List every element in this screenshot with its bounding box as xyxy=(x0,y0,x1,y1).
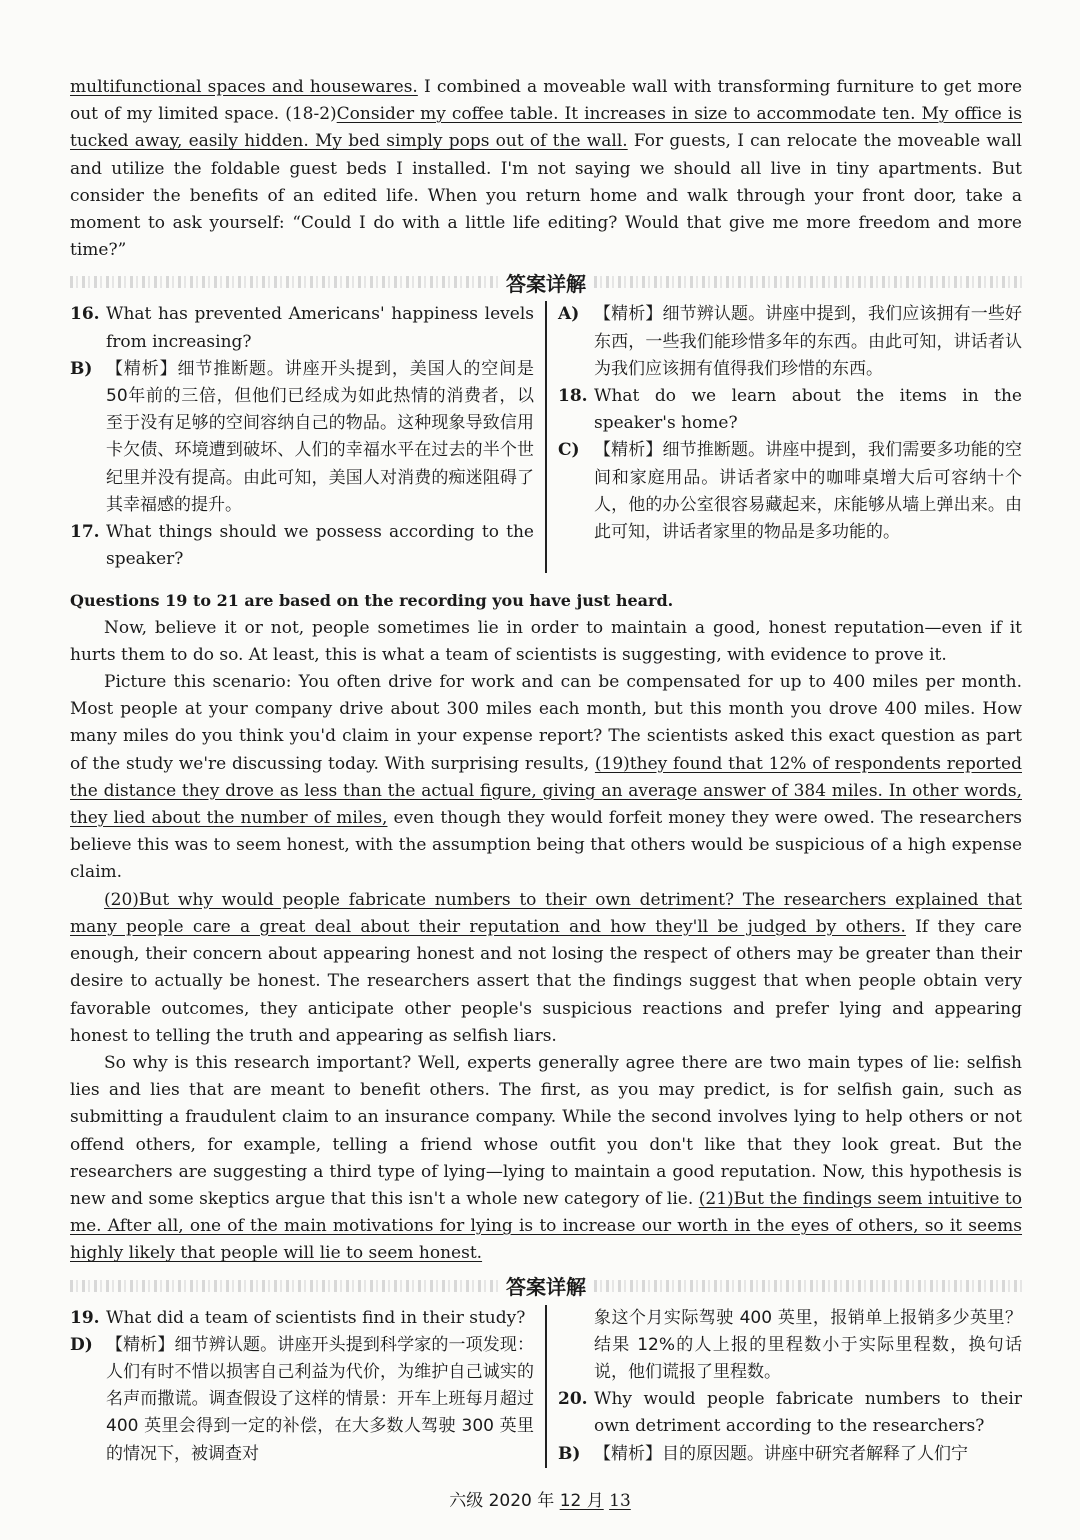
divider-noise-right xyxy=(594,276,1022,288)
text-span: Picture this scenario: You often drive for work and can be compensated for up to 400 miles per month. Most people at your company drive about 300 miles each month, but this month you drove 400 miles. How many miles do you think you'd claim in your expense report? The scientists asked this exact question as part of the study we're discussing today. With surprising results, xyxy=(70,672,1022,774)
question-number: 18. xyxy=(558,386,588,407)
question-number: 19. xyxy=(70,1307,100,1328)
question-text: What did a team of scientists find in their study? xyxy=(106,1307,526,1328)
footer-month: 12 月 xyxy=(559,1491,604,1511)
text-span: For guests, I can relocate the moveable wall and utilize the foldable guest beds I installed. I'm not saying we should all live in tiny apartments. But consider the benefits of an edited life. When you return home and walk through your front door, take a moment to ask yourself: “Could I do with a little life editing? Would that give me more freedom and more time?” xyxy=(70,131,1022,261)
answer-section-title: 答案详解 xyxy=(506,1275,586,1300)
question-number: 20. xyxy=(558,1389,588,1410)
question-19 xyxy=(70,1305,534,1332)
answer-section-title: 答案详解 xyxy=(506,271,586,296)
question-text: Why would people fabricate numbers to their own detriment according to the researchers? xyxy=(594,1389,1022,1437)
answer-label: C) xyxy=(558,440,580,461)
question-number: 17. xyxy=(70,522,100,543)
answer-19 xyxy=(70,1332,534,1468)
answer-label: B) xyxy=(558,1443,581,1464)
answer-label: B) xyxy=(70,358,93,379)
divider-noise-right xyxy=(594,1280,1022,1292)
underlined-sentence: multifunctional spaces and housewares. xyxy=(70,77,418,97)
answer-column-left xyxy=(70,301,545,573)
text-span: even though they would forfeit money they were owed. The researchers believe this was to seem honest, with the assumption being that others would be suspicious of a high expense claim. xyxy=(70,808,1022,883)
underlined-sentence: (19)they found that 12% of respondents reported the distance they drove as less than the actual figure, giving an average answer of 384 miles. In other words, they lied about the number of miles, xyxy=(70,753,1022,829)
answer-column-right xyxy=(545,301,1022,573)
divider-noise-left xyxy=(70,276,498,288)
questions-header: Questions 19 to 21 are based on the recording you have just heard. xyxy=(70,591,674,611)
answer-columns-1 xyxy=(70,301,1022,573)
underlined-sentence: (21)But the findings seem intuitive to me. After all, one of the main motivations for lying is to increase our worth in the eyes of others, so it seems highly likely that people will lie to seem honest. xyxy=(70,1188,1022,1264)
underlined-sentence: Consider my coffee table. It increases in size to accommodate ten. My office is tucked away, easily hidden. My bed simply pops out of the wall. xyxy=(70,104,1022,152)
passage-part1 xyxy=(70,74,1022,264)
page-number: 13 xyxy=(609,1491,631,1511)
passage-part2 xyxy=(70,615,1022,1268)
indent-spacer xyxy=(558,1305,594,1387)
answer-explanation: 【精析】细节推断题。讲座中提到，我们需要多功能的空间和家庭用品。讲话者家中的咖啡桌增大后可容纳十个人，他的办公室很容易藏起来，床能够从墙上弹出来。由此可知，讲话者家里的物品是多功能的。 xyxy=(594,440,1022,543)
answer-label: D) xyxy=(70,1334,93,1355)
answer-20 xyxy=(558,1441,1022,1468)
question-18 xyxy=(558,383,1022,437)
answer-16 xyxy=(70,356,534,519)
question-text: What things should we possess according to the speaker? xyxy=(106,522,534,570)
paragraph-4 xyxy=(70,1050,1022,1268)
answer-explanation: 象这个月实际驾驶 400 英里，报销单上报销多少英里？结果 12%的人上报的里程数小于实际里程数，换句话说，他们谎报了里程数。 xyxy=(594,1307,1022,1382)
question-number: 16. xyxy=(70,304,100,325)
page-footer xyxy=(0,1486,1080,1511)
paragraph-2 xyxy=(70,669,1022,887)
answer-section-divider xyxy=(70,1271,1022,1301)
answer-17 xyxy=(558,301,1022,383)
question-16 xyxy=(70,301,534,355)
paragraph-3 xyxy=(70,887,1022,1050)
answer-explanation: 【精析】细节辨认题。讲座中提到，我们应该拥有一些好东西，一些我们能珍惜多年的东西。由此可知，讲话者认为我们应该拥有值得我们珍惜的东西。 xyxy=(594,304,1022,379)
answer-18 xyxy=(558,437,1022,546)
answer-section-divider xyxy=(70,267,1022,297)
answer-label: A) xyxy=(558,304,580,325)
text-span: I combined a moveable wall with transforming furniture to get more out of my limited space. (18-2) xyxy=(70,77,1023,125)
text-span: If they care enough, their concern about appearing honest and not losing the respect of others may be greater than their desire to actually be honest. The researchers assert that the findings suggest that when people obtain very favorable outcomes, they anticipate other people's suspicious reactions and prefer lying and appearing honest to telling the truth and appearing as selfish liars. xyxy=(70,916,1022,1046)
answer-explanation: 【精析】目的原因题。讲座中研究者解释了人们宁 xyxy=(594,1443,968,1464)
answer-columns-2 xyxy=(70,1305,1022,1468)
answer-explanation: 【精析】细节推断题。讲座开头提到，美国人的空间是50年前的三倍，但他们已经成为如此热情的消费者，以至于没有足够的空间容纳自己的物品。这种现象导致信用卡欠债、环境遭到破坏、人们的幸福水平在过去的半个世纪里并没有提高。由此可知，美国人对消费的痴迷阻碍了其幸福感的提升。 xyxy=(106,358,534,515)
text-span: So why is this research important? Well, experts generally agree there are two main types of lie: selfish lies and lies that are meant to benefit others. The first, as you may predict, is for selfish gain, such as submitting a fraudulent claim to an insurance company. While the second involves lying to help others or not offend others, for example, telling a friend whose outfit you don't like that they look great. But the researchers are suggesting a third type of lying—lying to maintain a good reputation. Now, this hypothesis is new and some skeptics argue that this isn't a whole new category of lie. xyxy=(70,1052,1022,1209)
answer-19-continued xyxy=(558,1305,1022,1387)
underlined-sentence: (20)But why would people fabricate numbers to their own detriment? The researchers explained that many people care a great deal about their reputation and how they'll be judged by others. xyxy=(70,889,1022,937)
question-17 xyxy=(70,519,534,573)
answer-column-left xyxy=(70,1305,545,1468)
answer-explanation: 【精析】细节辨认题。讲座开头提到科学家的一项发现：人们有时不惜以损害自己利益为代价，为维护自己诚实的名声而撒谎。调查假设了这样的情景：开车上班每月超过 400 英里会得到一定的补偿，在大多数人驾驶 300 英里的情况下，被调查对 xyxy=(106,1334,534,1464)
paragraph-1: Now, believe it or not, people sometimes lie in order to maintain a good, honest reputation—even if it hurts them to do so. At least, this is what a team of scientists is suggesting, with evidence to prove it. xyxy=(70,617,1022,665)
question-text: What has prevented Americans' happiness levels from increasing? xyxy=(106,304,534,352)
question-20 xyxy=(558,1386,1022,1440)
footer-level: 六级 2020 年 xyxy=(449,1491,555,1511)
question-text: What do we learn about the items in the speaker's home? xyxy=(594,386,1022,434)
answer-column-right xyxy=(545,1305,1022,1468)
divider-noise-left xyxy=(70,1280,498,1292)
